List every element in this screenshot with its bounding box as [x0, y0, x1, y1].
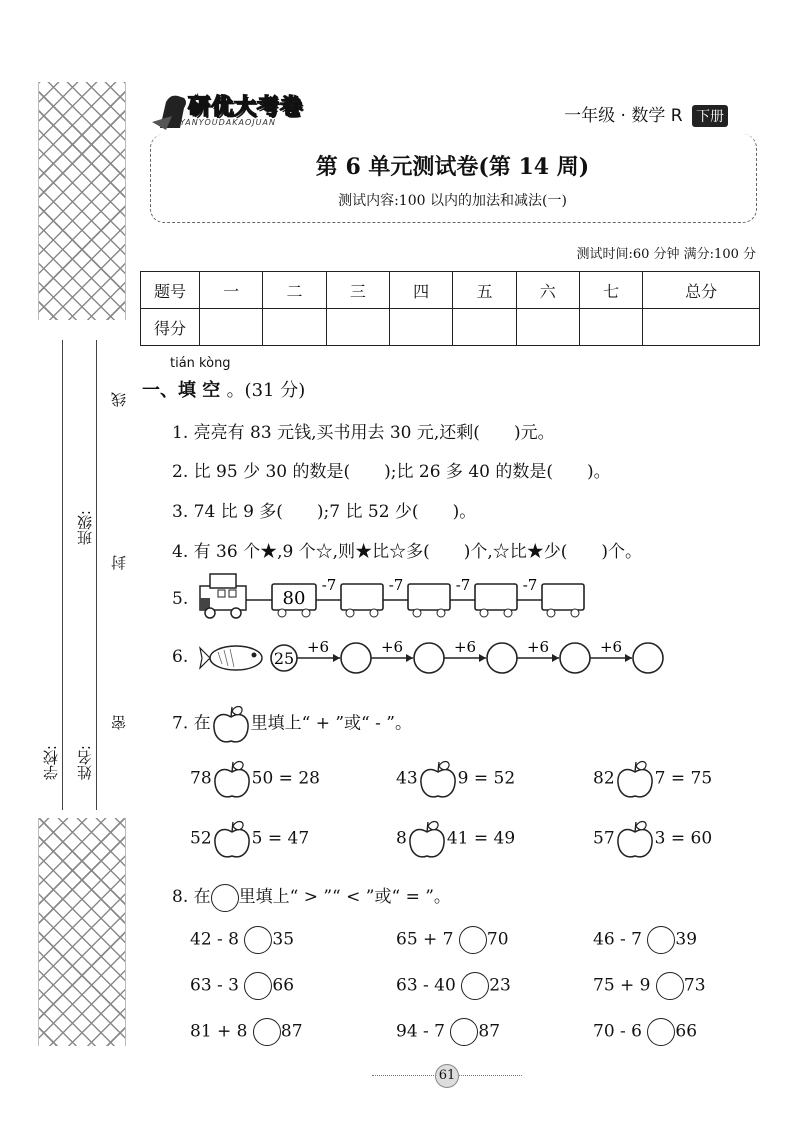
question-6-label: 6.: [172, 647, 189, 667]
compare-answer-circle[interactable]: [647, 1018, 675, 1046]
header-cell: 题号: [141, 272, 200, 309]
q8-left: 65 + 7: [396, 929, 454, 950]
cut-mark-feng: 封: [110, 555, 128, 570]
step-label: +6: [306, 638, 330, 656]
score-table-score-row: [141, 309, 760, 346]
question-8: [172, 882, 451, 912]
compare-answer-circle[interactable]: [244, 926, 272, 954]
q8-comparison: [396, 926, 509, 954]
header-cell: 五: [453, 272, 516, 309]
header-cell: 总分: [643, 272, 760, 309]
q7-right: 7 = 75: [654, 768, 713, 789]
step-label: -7: [388, 576, 404, 594]
score-cell[interactable]: [516, 309, 579, 346]
q8-right: 70: [486, 929, 509, 950]
q8-right: 66: [272, 975, 295, 996]
question-3: 3. 74 比 9 多( );7 比 52 少( )。: [172, 502, 477, 522]
q8-left: 94 - 7: [396, 1021, 445, 1042]
binding-pattern-bottom: [38, 818, 126, 1046]
header-cell: 四: [389, 272, 452, 309]
compare-answer-circle[interactable]: [253, 1018, 281, 1046]
binding-line-left: [62, 340, 63, 810]
apple-answer-icon[interactable]: [212, 769, 252, 789]
question-8-suffix: 里填上“ > ”“ < ”或“ = ”。: [238, 887, 451, 907]
volume-tag: 下册: [692, 105, 728, 127]
step-label: +6: [453, 638, 477, 656]
header-cell: 一: [200, 272, 263, 309]
train-start-value: 80: [282, 588, 306, 609]
q7-equation: [396, 818, 515, 860]
q8-right: 73: [683, 975, 706, 996]
step-label: -7: [321, 576, 337, 594]
binding-line-right: [96, 340, 97, 810]
apple-answer-icon[interactable]: [407, 829, 447, 849]
compare-circle-icon: [211, 884, 239, 912]
score-cell[interactable]: [579, 309, 642, 346]
brand-logo: [152, 88, 322, 132]
time-info: 测试时间:60 分钟 满分:100 分: [576, 247, 756, 262]
question-7: [172, 703, 412, 745]
apple-answer-icon[interactable]: [615, 769, 655, 789]
q8-comparison: [396, 972, 511, 1000]
section-points: 。(31 分): [226, 380, 306, 401]
score-cell[interactable]: [263, 309, 326, 346]
step-label: +6: [599, 638, 623, 656]
score-table-header-row: [141, 272, 760, 309]
step-label: -7: [455, 576, 471, 594]
question-1: 1. 亮亮有 83 元钱,买书用去 30 元,还剩( )元。: [172, 423, 555, 443]
q7-right: 5 = 47: [251, 828, 310, 849]
q8-right: 87: [280, 1021, 303, 1042]
chain-step-1[interactable]: [297, 638, 371, 673]
step-label: -7: [522, 576, 538, 594]
chain-step-3[interactable]: [444, 638, 517, 673]
section-pinyin: tián kòng: [170, 356, 231, 371]
fish-start-value: 25: [273, 649, 295, 668]
train-car-3[interactable]: [383, 576, 450, 617]
score-cell[interactable]: [326, 309, 389, 346]
q8-comparison: [190, 1018, 303, 1046]
logo-text: 研优大考卷: [188, 95, 304, 120]
step-label: +6: [380, 638, 404, 656]
header-cell: 二: [263, 272, 326, 309]
q8-left: 75 + 9: [593, 975, 651, 996]
header-cell: 三: [326, 272, 389, 309]
q8-left: 70 - 6: [593, 1021, 642, 1042]
q7-equation: [593, 758, 712, 800]
cut-mark-mi: 密: [110, 715, 128, 730]
q8-comparison: [593, 1018, 697, 1046]
question-2: 2. 比 95 少 30 的数是( );比 26 多 40 的数是( )。: [172, 462, 611, 482]
q7-right: 9 = 52: [457, 768, 516, 789]
q7-left: 52: [190, 828, 212, 849]
apple-answer-icon[interactable]: [615, 829, 655, 849]
q8-left: 42 - 8: [190, 929, 239, 950]
score-cell[interactable]: [453, 309, 516, 346]
cut-mark-xian: 线: [110, 392, 128, 407]
q7-right: 50 = 28: [251, 768, 320, 789]
q7-equation: [190, 818, 309, 860]
score-cell[interactable]: [643, 309, 760, 346]
section-title-text: 一、填 空: [142, 380, 221, 401]
q7-equation: [396, 758, 515, 800]
score-cell[interactable]: [389, 309, 452, 346]
compare-answer-circle[interactable]: [244, 972, 272, 1000]
q8-left: 81 + 8: [190, 1021, 248, 1042]
compare-answer-circle[interactable]: [461, 972, 489, 1000]
page-number: 61: [435, 1064, 459, 1088]
question-8-prefix: 8. 在: [172, 887, 211, 907]
q8-comparison: [593, 926, 697, 954]
apple-answer-icon[interactable]: [212, 829, 252, 849]
q7-equation: [593, 818, 712, 860]
header-cell: 七: [579, 272, 642, 309]
train-car-1: [272, 584, 316, 617]
q7-left: 82: [593, 768, 615, 789]
score-cell[interactable]: [200, 309, 263, 346]
q7-right: 41 = 49: [446, 828, 516, 849]
q8-right: 23: [489, 975, 511, 996]
chain-step-2[interactable]: [371, 638, 444, 673]
row-label: 得分: [141, 309, 200, 346]
q7-right: 3 = 60: [654, 828, 713, 849]
q7-left: 78: [190, 768, 212, 789]
grade-text: 一年级 · 数学 R: [564, 106, 683, 126]
binding-pattern-top: [38, 82, 126, 320]
compare-answer-circle[interactable]: [459, 926, 487, 954]
q7-equation: [190, 758, 320, 800]
school-label: 学校:: [42, 745, 60, 781]
q8-comparison: [593, 972, 706, 1000]
page-title: 第 6 单元测试卷(第 14 周): [315, 154, 590, 180]
section-title: [142, 376, 305, 402]
apple-icon: [211, 703, 251, 745]
header-cell: 六: [516, 272, 579, 309]
q8-right: 35: [272, 929, 295, 950]
q8-right: 39: [675, 929, 698, 950]
question-4: 4. 有 36 个★,9 个☆,则★比☆多( )个,☆比★少( )个。: [172, 542, 643, 562]
train-car-5[interactable]: [517, 576, 584, 617]
q8-right: 66: [675, 1021, 698, 1042]
train-car-4[interactable]: [450, 576, 517, 617]
q8-comparison: [190, 926, 294, 954]
train-engine-icon: [200, 574, 246, 618]
q8-comparison: [396, 1018, 500, 1046]
q7-left: 57: [593, 828, 615, 849]
question-5-label: 5.: [172, 589, 189, 609]
train-car-2[interactable]: [316, 576, 383, 617]
q8-left: 46 - 7: [593, 929, 642, 950]
q8-comparison: [190, 972, 294, 1000]
question-7-suffix: 里填上“ + ”或“ - ”。: [250, 713, 412, 734]
step-label: +6: [526, 638, 550, 656]
grade-label: [564, 101, 728, 127]
fish-icon: [200, 646, 262, 670]
fish-chain-diagram: [198, 636, 668, 676]
chain-step-5[interactable]: [590, 638, 663, 673]
name-label: 姓名:: [76, 745, 94, 781]
class-label: 班级:: [76, 510, 94, 546]
compare-answer-circle[interactable]: [656, 972, 684, 1000]
page-subtitle: 测试内容:100 以内的加法和减法(一): [338, 193, 567, 209]
question-7-prefix: 7. 在: [172, 713, 211, 734]
q7-left: 8: [396, 828, 407, 849]
logo-subtext: YANYOUDAKAOJUAN: [180, 118, 276, 127]
train-diagram: [196, 568, 596, 620]
apple-answer-icon[interactable]: [418, 769, 458, 789]
q8-left: 63 - 3: [190, 975, 239, 996]
q8-left: 63 - 40: [396, 975, 456, 996]
q7-left: 43: [396, 768, 418, 789]
chain-step-4[interactable]: [517, 638, 590, 673]
compare-answer-circle[interactable]: [647, 926, 675, 954]
score-table: [140, 271, 760, 346]
q8-right: 87: [478, 1021, 501, 1042]
compare-answer-circle[interactable]: [450, 1018, 478, 1046]
